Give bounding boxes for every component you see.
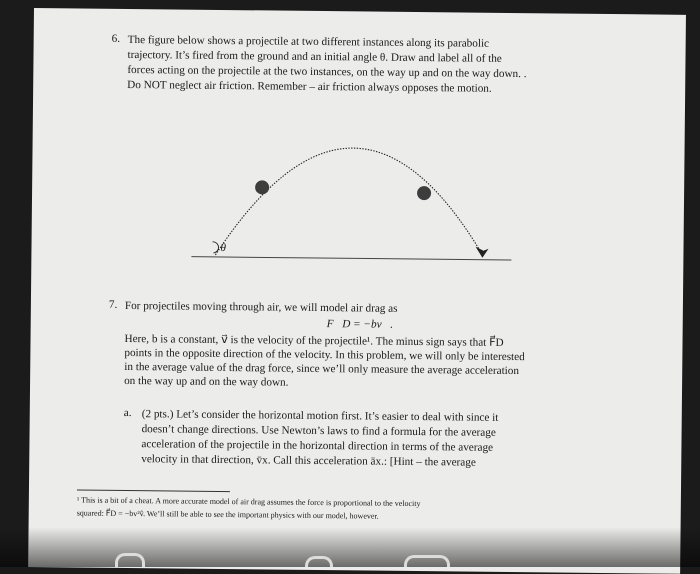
trajectory-curve <box>215 147 483 258</box>
drag-equation: F⃗D = −bv⃗. <box>326 318 394 331</box>
part-a-label: a. <box>123 406 132 420</box>
projectile-ball-down <box>417 186 431 200</box>
worksheet-page <box>28 8 686 574</box>
ground-line <box>191 257 511 260</box>
binder-hole-1 <box>115 553 145 567</box>
q6-line-3: forces acting on the projectile at the two instances, on the way up and on the way down. . <box>127 63 527 81</box>
q7-number: 7. <box>108 298 118 311</box>
part-a-line-4: velocity in that direction, v̄x. Call this acceleration āx.: [Hint – the average <box>141 453 476 469</box>
q7-line-1: For projectiles moving through air, we will model air drag as <box>124 299 398 315</box>
q6-number: 6. <box>111 32 121 45</box>
projectile-ball-up <box>255 180 269 194</box>
binder-hole-2 <box>305 556 333 567</box>
footnote-line-1: ¹ This is a bit of a cheat. A more accurate model of air drag assumes the force is proportional to the velocity <box>76 495 421 509</box>
q7-line-3: Here, b is a constant, v⃗ is the velocity of the projectile¹. The minus sign says that F⃗D <box>124 332 504 349</box>
q6-line-2: trajectory. It’s fired from the ground and an initial angle θ. Draw and label all of the <box>127 48 502 65</box>
binder-hole-3 <box>404 555 450 567</box>
landing-arrowhead <box>475 247 488 258</box>
footnote-line-2: squared: F⃗D = −bv²v̂. We’ll still be able to see the important physics with our model, however. <box>76 508 379 521</box>
q6-line-4: Do NOT neglect air friction. Remember – air friction always opposes the motion. <box>127 78 492 95</box>
q6-line-1: The figure below shows a projectile at two different instances along its parabolic <box>127 33 490 50</box>
part-a-line-3: acceleration of the projectile in the horizontal direction in terms of the average <box>141 438 494 454</box>
part-a-line-1: (2 pts.) Let’s consider the horizontal motion first. It’s easier to deal with since it <box>141 408 499 424</box>
q7-line-6: on the way up and on the way down. <box>124 374 289 389</box>
footnote-separator <box>77 489 230 492</box>
projectile-figure <box>31 8 686 275</box>
photo-shadow <box>0 527 700 567</box>
part-a-line-2: doesn’t change directions. Use Newton’s laws to find a formula for the average <box>141 423 496 439</box>
q7-line-4: points in the opposite direction of the velocity. In this problem, we will only be interested <box>124 346 525 364</box>
angle-theta-label: θ <box>220 241 226 255</box>
q7-line-5: in the average value of the drag force, since we’ll only measure the average acceleration <box>124 360 520 378</box>
